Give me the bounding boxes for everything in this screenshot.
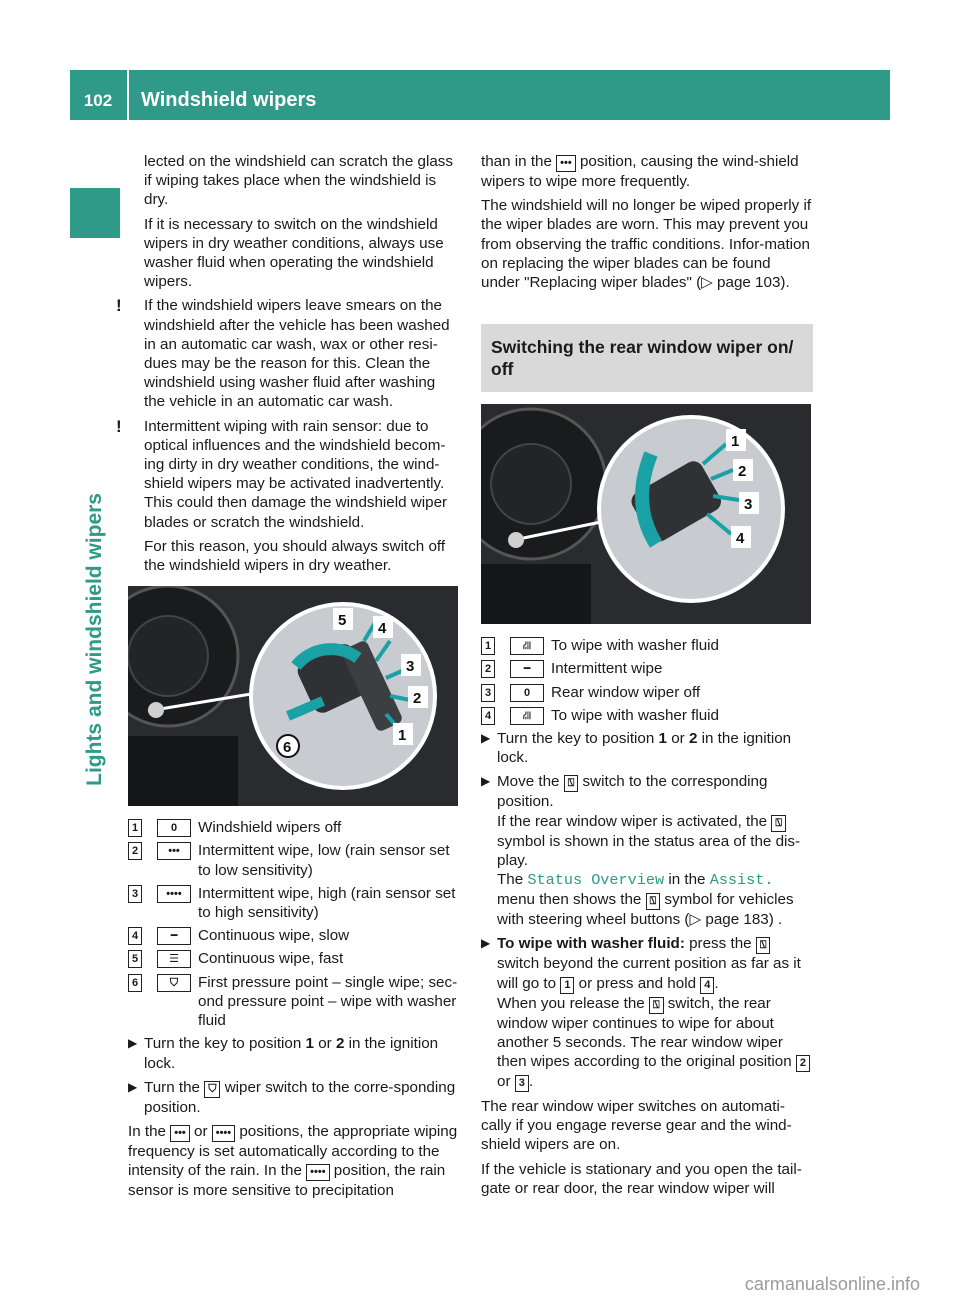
step-arrow-icon: ▶ (481, 731, 491, 746)
item-number: 3 (481, 684, 495, 702)
switch-symbol-icon: ⛜ (510, 637, 544, 655)
display-menu-item: Status Overview (527, 871, 665, 890)
step-arrow-icon: ▶ (481, 774, 491, 789)
instruction-step: ▶ Turn the ⛉ wiper switch to the corre-sponding position. (128, 1078, 456, 1116)
svg-text:1: 1 (731, 433, 740, 451)
svg-text:6: 6 (283, 739, 292, 757)
item-number: 6 (128, 974, 142, 992)
svg-text:4: 4 (736, 530, 745, 548)
svg-text:4: 4 (378, 620, 387, 638)
switch-symbol-icon: •••• (306, 1164, 329, 1181)
warning-icon: ! (116, 296, 122, 316)
legend-list (128, 818, 460, 1030)
rear-wiper-symbol-icon: ⍂ (771, 815, 786, 832)
item-number: 1 (481, 637, 495, 655)
right-column (481, 152, 813, 1203)
switch-symbol-icon: •••• (157, 885, 191, 903)
header-divider (127, 70, 129, 120)
warning-text: If the windshield wipers leave smears on the windshield after the vehicle has been washed in an automatic car wash, wax or other resi-dues may be the reason for this. Clean the windshield using washer fluid after washing the vehicle in an automatic car wash. (144, 297, 450, 411)
legend-item (481, 636, 813, 655)
item-number: 5 (128, 950, 142, 968)
switch-symbol-icon: ••• (157, 842, 191, 860)
switch-symbol-icon: ⛉ (157, 974, 191, 992)
item-number: 2 (128, 842, 142, 860)
rear-wiper-illustration (481, 404, 811, 624)
svg-text:3: 3 (744, 496, 753, 514)
side-tab-marker (70, 188, 120, 238)
rear-wiper-switch-icon: ⍂ (564, 775, 579, 792)
page-number: 102 (83, 91, 113, 110)
paragraph: lected on the windshield can scratch the glass if wiping takes place when the windshield is dry. (144, 153, 453, 209)
side-tab (70, 246, 120, 786)
legend-text: To wipe with washer fluid (551, 637, 719, 655)
item-number: 2 (481, 660, 495, 678)
item-number: 4 (128, 927, 142, 945)
rear-wiper-switch-icon: ⍂ (649, 997, 664, 1014)
paragraph: The rear window wiper switches on automati-cally if you engage reverse gear and the wind-shield wipers are on. (481, 1098, 792, 1154)
legend-item (128, 818, 460, 837)
paragraph: If the vehicle is stationary and you open the tail-gate or rear door, the rear window wiper will (481, 1160, 802, 1197)
step-arrow-icon: ▶ (481, 936, 491, 951)
legend-item (128, 884, 460, 922)
legend-text: Continuous wipe, slow (198, 927, 350, 945)
paragraph: than in the ••• position, causing the wind-shield wipers to wipe more frequently. (481, 153, 799, 190)
legend-item (481, 659, 813, 678)
switch-symbol-icon: ⛜ (510, 707, 544, 725)
wiper-switch-illustration (128, 586, 458, 806)
instruction-step: ▶ Move the ⍂ switch to the corresponding position. If the rear window wiper is activated, the ⍂ symbol is shown in the status area of the dis-play. The Status Overview in the Assist. menu then shows the ⍂ symbol for vehicles with steering wheel buttons (▷ page 183) . (481, 773, 801, 929)
switch-symbol-icon: •••• (212, 1125, 235, 1142)
page-title: Windshield wipers (141, 89, 317, 111)
paragraph: The windshield will no longer be wiped properly if the wiper blades are worn. This may prevent you from observing the traffic conditions. Infor-mation on replacing the wiper blades can be found under "Replacing wiper blades" (▷ page 103). (481, 197, 812, 292)
switch-symbol-icon: ••• (556, 155, 576, 172)
item-number: 1 (128, 819, 142, 837)
legend-text: First pressure point – single wipe; sec-ond pressure point – wipe with washer fluid (198, 973, 458, 1030)
switch-symbol-icon: ━ (157, 927, 191, 945)
legend-text: Intermittent wipe, low (rain sensor set to low sensitivity) (198, 842, 450, 879)
side-tab-label: Lights and windshield wipers (83, 493, 106, 786)
warning-text: Intermittent wiping with rain sensor: due to optical influences and the windshield becom-ing dirty in dry weather conditions, the wind-shield wipers may be activated inadvertently. This could then damage the windshield wiper blades or scratch the windshield. (144, 417, 448, 531)
paragraph: For this reason, you should always switch off the windshield wipers in dry weather. (144, 537, 446, 575)
step-arrow-icon: ▶ (128, 1079, 138, 1094)
item-number: 3 (128, 885, 142, 903)
legend-item (128, 926, 460, 945)
legend-text: Windshield wipers off (198, 819, 342, 837)
warning-note (116, 416, 460, 532)
svg-text:2: 2 (413, 690, 422, 708)
instruction-step: ▶ Turn the key to position 1 or 2 in the ignition lock. (481, 730, 792, 767)
legend-list (481, 636, 813, 725)
watermark: carmanualsonline.info (744, 1273, 920, 1294)
legend-item (128, 949, 460, 968)
left-column (116, 152, 460, 1205)
step-arrow-icon: ▶ (128, 1036, 138, 1051)
switch-symbol-icon: 0 (157, 819, 191, 837)
legend-text: Continuous wipe, fast (198, 950, 344, 968)
svg-text:1: 1 (398, 727, 407, 745)
switch-symbol-icon: ☰ (157, 950, 191, 968)
switch-symbol-icon: ━ (510, 660, 544, 678)
wiper-switch-figure (128, 586, 458, 806)
wiper-switch-icon: ⛉ (204, 1081, 220, 1098)
section-heading: Switching the rear window wiper on/ off (481, 324, 813, 392)
legend-text: Intermittent wipe, high (rain sensor set to high sensitivity) (198, 884, 456, 922)
svg-text:3: 3 (406, 658, 415, 676)
paragraph: If it is necessary to switch on the windshield wipers in dry weather conditions, always use washer fluid when operating the windshield wipers. (144, 215, 444, 291)
item-number: 4 (481, 707, 495, 725)
legend-item (481, 706, 813, 725)
switch-symbol-icon: ••• (170, 1125, 190, 1142)
svg-text:5: 5 (338, 612, 347, 630)
paragraph: In the ••• or •••• positions, the appropriate wiping frequency is set automatically according to the intensity of the rain. In the •••• position, the rain sensor is more sensitive to precipitation (128, 1122, 458, 1200)
switch-symbol-icon: 0 (510, 684, 544, 702)
rear-wiper-switch-icon: ⍂ (756, 937, 771, 954)
legend-text: To wipe with washer fluid (551, 706, 719, 724)
instruction-step: ▶ To wipe with washer fluid: press the ⍂ switch beyond the current position as far as it will go to 1 or press and hold 4 . When you release the ⍂ switch, the rear window wiper continues to wipe for about another 5 seconds. The rear window wiper then wipes according to the original position 2 or 3 . (481, 934, 813, 1092)
legend-item (128, 973, 460, 1031)
legend-text: Rear window wiper off (551, 683, 701, 701)
display-menu-name: Assist. (709, 871, 774, 890)
svg-text:2: 2 (738, 463, 747, 481)
rear-wiper-symbol-icon: ⍂ (646, 893, 661, 910)
instruction-step: ▶ Turn the key to position 1 or 2 in the ignition lock. (128, 1035, 439, 1072)
legend-item (481, 683, 813, 702)
legend-text: Intermittent wipe (551, 660, 663, 678)
warning-icon: ! (116, 416, 122, 436)
rear-wiper-figure (481, 404, 811, 624)
warning-note (116, 296, 460, 411)
legend-item (128, 841, 460, 879)
